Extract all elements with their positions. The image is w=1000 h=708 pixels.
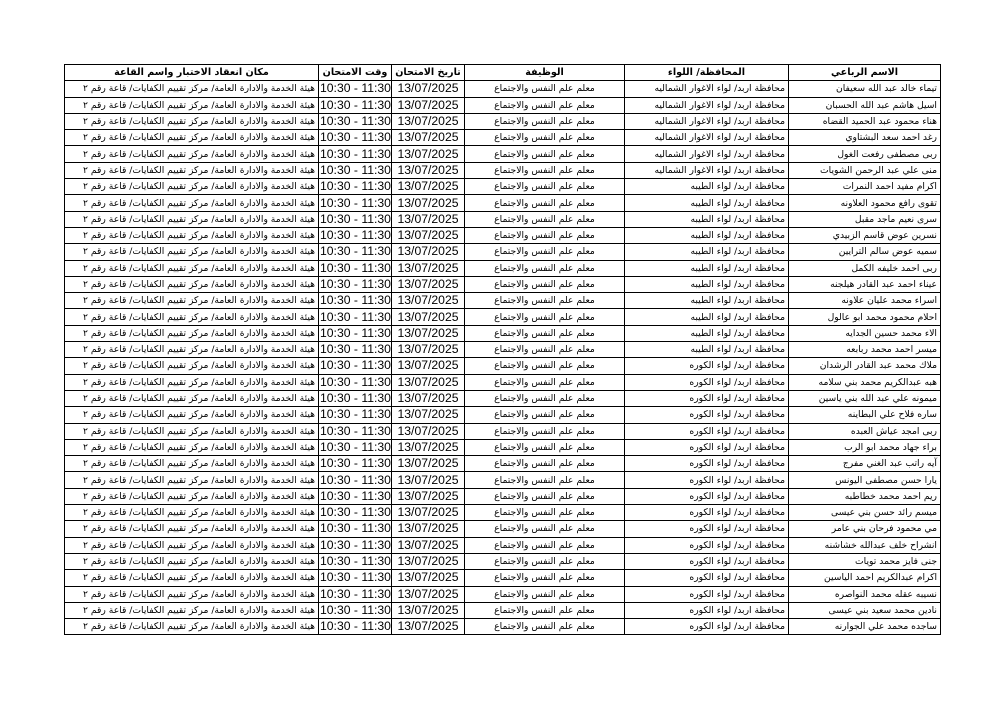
cell-name: نسيبه عقله محمد النواصره bbox=[789, 586, 941, 602]
cell-job: معلم علم النفس والاجتماع bbox=[465, 81, 625, 97]
cell-date: 13/07/2025 bbox=[392, 81, 465, 97]
cell-name: اكرام مفيد احمد النمرات bbox=[789, 179, 941, 195]
cell-place: هيئة الخدمة والادارة العامة/ مركز تقييم الكفايات/ قاعة رقم ٢ bbox=[65, 374, 319, 390]
cell-name: مي محمود فرحان بني عامر bbox=[789, 521, 941, 537]
cell-time: 10:30 - 11:30 bbox=[320, 293, 391, 308]
table-row bbox=[65, 358, 941, 374]
cell-name: سميه عوض سالم الترايين bbox=[789, 244, 941, 260]
cell-governorate: محافظة اربد/ لواء الطيبه bbox=[625, 260, 789, 276]
cell-time: 10:30 - 11:30 bbox=[320, 162, 391, 177]
cell-date: 13/07/2025 bbox=[392, 195, 465, 211]
cell-job: معلم علم النفس والاجتماع bbox=[465, 374, 625, 390]
cell-job: معلم علم النفس والاجتماع bbox=[465, 227, 625, 243]
cell-job: معلم علم النفس والاجتماع bbox=[465, 423, 625, 439]
table-row bbox=[65, 619, 941, 635]
cell-name: ساجده محمد علي الجوارنه bbox=[789, 619, 941, 635]
cell-name: نسرين عوض قاسم الزبيدي bbox=[789, 227, 941, 243]
cell-job: معلم علم النفس والاجتماع bbox=[465, 586, 625, 602]
cell-name: ربى مصطفى رفعت الغول bbox=[789, 146, 941, 162]
cell-time: 10:30 - 11:30 bbox=[320, 472, 391, 487]
cell-date: 13/07/2025 bbox=[392, 537, 465, 553]
cell-time: 10:30 - 11:30 bbox=[320, 342, 391, 357]
table-row bbox=[65, 325, 941, 341]
cell-time: 10:30 - 11:30 bbox=[320, 244, 391, 259]
cell-place: هيئة الخدمة والادارة العامة/ مركز تقييم الكفايات/ قاعة رقم ٢ bbox=[65, 97, 319, 113]
cell-job: معلم علم النفس والاجتماع bbox=[465, 342, 625, 358]
cell-place: هيئة الخدمة والادارة العامة/ مركز تقييم الكفايات/ قاعة رقم ٢ bbox=[65, 439, 319, 455]
table-row bbox=[65, 195, 941, 211]
cell-time: 10:30 - 11:30 bbox=[320, 439, 391, 454]
cell-governorate: محافظة اربد/ لواء الكوره bbox=[625, 521, 789, 537]
table-row bbox=[65, 113, 941, 129]
cell-governorate: محافظة اربد/ لواء الكوره bbox=[625, 570, 789, 586]
cell-governorate: محافظة اربد/ لواء الكوره bbox=[625, 619, 789, 635]
cell-place: هيئة الخدمة والادارة العامة/ مركز تقييم الكفايات/ قاعة رقم ٢ bbox=[65, 81, 319, 97]
cell-governorate: محافظة اربد/ لواء الاغوار الشماليه bbox=[625, 113, 789, 129]
cell-date: 13/07/2025 bbox=[392, 521, 465, 537]
cell-date: 13/07/2025 bbox=[392, 390, 465, 406]
table-row bbox=[65, 553, 941, 569]
cell-name: ملاك محمد عبد القادر الرشدان bbox=[789, 358, 941, 374]
cell-place: هيئة الخدمة والادارة العامة/ مركز تقييم الكفايات/ قاعة رقم ٢ bbox=[65, 521, 319, 537]
cell-place: هيئة الخدمة والادارة العامة/ مركز تقييم الكفايات/ قاعة رقم ٢ bbox=[65, 505, 319, 521]
cell-date: 13/07/2025 bbox=[392, 456, 465, 472]
cell-job: معلم علم النفس والاجتماع bbox=[465, 260, 625, 276]
cell-job: معلم علم النفس والاجتماع bbox=[465, 505, 625, 521]
cell-governorate: محافظة اربد/ لواء الكوره bbox=[625, 472, 789, 488]
cell-time: 10:30 - 11:30 bbox=[320, 423, 391, 438]
cell-place: هيئة الخدمة والادارة العامة/ مركز تقييم الكفايات/ قاعة رقم ٢ bbox=[65, 309, 319, 325]
cell-governorate: محافظة اربد/ لواء الكوره bbox=[625, 456, 789, 472]
table-row bbox=[65, 407, 941, 423]
header-row bbox=[65, 65, 941, 81]
cell-time: 10:30 - 11:30 bbox=[320, 309, 391, 324]
cell-name: سرى نعيم ماجد مقبل bbox=[789, 211, 941, 227]
cell-place: هيئة الخدمة والادارة العامة/ مركز تقييم الكفايات/ قاعة رقم ٢ bbox=[65, 553, 319, 569]
cell-governorate: محافظة اربد/ لواء الكوره bbox=[625, 488, 789, 504]
cell-time: 10:30 - 11:30 bbox=[320, 114, 391, 129]
cell-job: معلم علم النفس والاجتماع bbox=[465, 325, 625, 341]
cell-place: هيئة الخدمة والادارة العامة/ مركز تقييم الكفايات/ قاعة رقم ٢ bbox=[65, 260, 319, 276]
cell-job: معلم علم النفس والاجتماع bbox=[465, 619, 625, 635]
cell-job: معلم علم النفس والاجتماع bbox=[465, 472, 625, 488]
table-row bbox=[65, 423, 941, 439]
table-row bbox=[65, 244, 941, 260]
cell-job: معلم علم النفس والاجتماع bbox=[465, 293, 625, 309]
cell-date: 13/07/2025 bbox=[392, 374, 465, 390]
cell-date: 13/07/2025 bbox=[392, 113, 465, 129]
cell-governorate: محافظة اربد/ لواء الطيبه bbox=[625, 195, 789, 211]
cell-name: اكرام عبدالكريم احمد الياسين bbox=[789, 570, 941, 586]
cell-place: هيئة الخدمة والادارة العامة/ مركز تقييم الكفايات/ قاعة رقم ٢ bbox=[65, 619, 319, 635]
cell-name: انشراح خلف عبدالله خشاشنه bbox=[789, 537, 941, 553]
cell-name: ربى احمد خليفه الكمل bbox=[789, 260, 941, 276]
cell-job: معلم علم النفس والاجتماع bbox=[465, 358, 625, 374]
table-row bbox=[65, 293, 941, 309]
cell-time: 10:30 - 11:30 bbox=[320, 505, 391, 520]
cell-job: معلم علم النفس والاجتماع bbox=[465, 97, 625, 113]
table-row bbox=[65, 81, 941, 97]
table-row bbox=[65, 488, 941, 504]
cell-time: 10:30 - 11:30 bbox=[320, 570, 391, 585]
cell-place: هيئة الخدمة والادارة العامة/ مركز تقييم الكفايات/ قاعة رقم ٢ bbox=[65, 195, 319, 211]
cell-name: اسراء محمد عليان علاونه bbox=[789, 293, 941, 309]
cell-place: هيئة الخدمة والادارة العامة/ مركز تقييم الكفايات/ قاعة رقم ٢ bbox=[65, 488, 319, 504]
cell-time: 10:30 - 11:30 bbox=[320, 81, 391, 96]
cell-place: هيئة الخدمة والادارة العامة/ مركز تقييم الكفايات/ قاعة رقم ٢ bbox=[65, 325, 319, 341]
cell-date: 13/07/2025 bbox=[392, 276, 465, 292]
cell-time: 10:30 - 11:30 bbox=[320, 374, 391, 389]
cell-governorate: محافظة اربد/ لواء الكوره bbox=[625, 439, 789, 455]
cell-job: معلم علم النفس والاجتماع bbox=[465, 390, 625, 406]
cell-name: ساره فلاح علي البطاينه bbox=[789, 407, 941, 423]
cell-job: معلم علم النفس والاجتماع bbox=[465, 570, 625, 586]
cell-date: 13/07/2025 bbox=[392, 342, 465, 358]
cell-place: هيئة الخدمة والادارة العامة/ مركز تقييم الكفايات/ قاعة رقم ٢ bbox=[65, 586, 319, 602]
cell-name: نادين محمد سعيد بني عيسى bbox=[789, 602, 941, 618]
cell-job: معلم علم النفس والاجتماع bbox=[465, 521, 625, 537]
table-row bbox=[65, 505, 941, 521]
cell-date: 13/07/2025 bbox=[392, 423, 465, 439]
cell-job: معلم علم النفس والاجتماع bbox=[465, 130, 625, 146]
cell-governorate: محافظة اربد/ لواء الكوره bbox=[625, 358, 789, 374]
cell-job: معلم علم النفس والاجتماع bbox=[465, 439, 625, 455]
cell-job: معلم علم النفس والاجتماع bbox=[465, 195, 625, 211]
cell-name: ميسر احمد محمد ربابعه bbox=[789, 342, 941, 358]
cell-date: 13/07/2025 bbox=[392, 146, 465, 162]
cell-governorate: محافظة اربد/ لواء الكوره bbox=[625, 537, 789, 553]
cell-date: 13/07/2025 bbox=[392, 619, 465, 635]
cell-governorate: محافظة اربد/ لواء الكوره bbox=[625, 586, 789, 602]
cell-place: هيئة الخدمة والادارة العامة/ مركز تقييم الكفايات/ قاعة رقم ٢ bbox=[65, 407, 319, 423]
cell-job: معلم علم النفس والاجتماع bbox=[465, 244, 625, 260]
header-name: الاسم الرباعي bbox=[789, 65, 941, 81]
cell-job: معلم علم النفس والاجتماع bbox=[465, 309, 625, 325]
cell-date: 13/07/2025 bbox=[392, 570, 465, 586]
cell-time: 10:30 - 11:30 bbox=[320, 537, 391, 552]
table-row bbox=[65, 586, 941, 602]
cell-governorate: محافظة اربد/ لواء الاغوار الشماليه bbox=[625, 162, 789, 178]
cell-date: 13/07/2025 bbox=[392, 602, 465, 618]
cell-place: هيئة الخدمة والادارة العامة/ مركز تقييم الكفايات/ قاعة رقم ٢ bbox=[65, 130, 319, 146]
cell-date: 13/07/2025 bbox=[392, 227, 465, 243]
cell-place: هيئة الخدمة والادارة العامة/ مركز تقييم الكفايات/ قاعة رقم ٢ bbox=[65, 570, 319, 586]
cell-governorate: محافظة اربد/ لواء الكوره bbox=[625, 390, 789, 406]
cell-date: 13/07/2025 bbox=[392, 130, 465, 146]
cell-time: 10:30 - 11:30 bbox=[320, 456, 391, 471]
table-row bbox=[65, 179, 941, 195]
table-row bbox=[65, 227, 941, 243]
cell-governorate: محافظة اربد/ لواء الطيبه bbox=[625, 293, 789, 309]
table-row bbox=[65, 130, 941, 146]
cell-name: ريم احمد محمد خطاطبه bbox=[789, 488, 941, 504]
cell-time: 10:30 - 11:30 bbox=[320, 260, 391, 275]
table-row bbox=[65, 146, 941, 162]
cell-date: 13/07/2025 bbox=[392, 553, 465, 569]
cell-date: 13/07/2025 bbox=[392, 439, 465, 455]
table-row bbox=[65, 472, 941, 488]
cell-governorate: محافظة اربد/ لواء الطيبه bbox=[625, 211, 789, 227]
cell-job: معلم علم النفس والاجتماع bbox=[465, 537, 625, 553]
cell-name: جنى فايز محمد تويات bbox=[789, 553, 941, 569]
cell-governorate: محافظة اربد/ لواء الاغوار الشماليه bbox=[625, 81, 789, 97]
cell-name: هناء محمود عبد الحميد القضاه bbox=[789, 113, 941, 129]
cell-date: 13/07/2025 bbox=[392, 325, 465, 341]
table-row bbox=[65, 374, 941, 390]
table-row bbox=[65, 570, 941, 586]
cell-time: 10:30 - 11:30 bbox=[320, 488, 391, 503]
cell-time: 10:30 - 11:30 bbox=[320, 179, 391, 194]
header-job: الوظيفة bbox=[465, 65, 625, 81]
cell-time: 10:30 - 11:30 bbox=[320, 358, 391, 373]
cell-place: هيئة الخدمة والادارة العامة/ مركز تقييم الكفايات/ قاعة رقم ٢ bbox=[65, 179, 319, 195]
cell-governorate: محافظة اربد/ لواء الكوره bbox=[625, 553, 789, 569]
exam-schedule-sheet bbox=[64, 64, 940, 635]
cell-time: 10:30 - 11:30 bbox=[320, 97, 391, 112]
cell-time: 10:30 - 11:30 bbox=[320, 391, 391, 406]
cell-name: هبه عبدالكريم محمد بني سلامه bbox=[789, 374, 941, 390]
exam-schedule-table bbox=[64, 64, 941, 635]
cell-time: 10:30 - 11:30 bbox=[320, 130, 391, 145]
cell-job: معلم علم النفس والاجتماع bbox=[465, 179, 625, 195]
table-row bbox=[65, 602, 941, 618]
cell-place: هيئة الخدمة والادارة العامة/ مركز تقييم الكفايات/ قاعة رقم ٢ bbox=[65, 146, 319, 162]
cell-place: هيئة الخدمة والادارة العامة/ مركز تقييم الكفايات/ قاعة رقم ٢ bbox=[65, 293, 319, 309]
cell-name: احلام محمود محمد ابو عالول bbox=[789, 309, 941, 325]
header-place: مكان انعقاد الاختبار واسم القاعة bbox=[65, 65, 319, 81]
cell-place: هيئة الخدمة والادارة العامة/ مركز تقييم الكفايات/ قاعة رقم ٢ bbox=[65, 472, 319, 488]
cell-place: هيئة الخدمة والادارة العامة/ مركز تقييم الكفايات/ قاعة رقم ٢ bbox=[65, 113, 319, 129]
cell-job: معلم علم النفس والاجتماع bbox=[465, 113, 625, 129]
cell-date: 13/07/2025 bbox=[392, 488, 465, 504]
cell-name: ميسم رائد حسن بني عيسى bbox=[789, 505, 941, 521]
cell-governorate: محافظة اربد/ لواء الاغوار الشماليه bbox=[625, 130, 789, 146]
header-date: تاريخ الامتحان bbox=[392, 65, 465, 81]
cell-job: معلم علم النفس والاجتماع bbox=[465, 211, 625, 227]
cell-governorate: محافظة اربد/ لواء الكوره bbox=[625, 505, 789, 521]
table-body bbox=[65, 81, 941, 635]
cell-time: 10:30 - 11:30 bbox=[320, 277, 391, 291]
cell-name: اسيل هاشم عبد الله الحسبان bbox=[789, 97, 941, 113]
cell-name: تقوى رافع محمود العلاونه bbox=[789, 195, 941, 211]
table-row bbox=[65, 211, 941, 227]
cell-place: هيئة الخدمة والادارة العامة/ مركز تقييم الكفايات/ قاعة رقم ٢ bbox=[65, 423, 319, 439]
cell-governorate: محافظة اربد/ لواء الطيبه bbox=[625, 227, 789, 243]
cell-governorate: محافظة اربد/ لواء الطيبه bbox=[625, 342, 789, 358]
cell-name: ميمونه علي عبد الله بني ياسين bbox=[789, 390, 941, 406]
cell-job: معلم علم النفس والاجتماع bbox=[465, 602, 625, 618]
cell-time: 10:30 - 11:30 bbox=[320, 602, 391, 617]
cell-time: 10:30 - 11:30 bbox=[320, 228, 391, 243]
cell-governorate: محافظة اربد/ لواء الكوره bbox=[625, 374, 789, 390]
cell-place: هيئة الخدمة والادارة العامة/ مركز تقييم الكفايات/ قاعة رقم ٢ bbox=[65, 537, 319, 553]
cell-time: 10:30 - 11:30 bbox=[320, 521, 391, 536]
cell-governorate: محافظة اربد/ لواء الطيبه bbox=[625, 276, 789, 292]
table-row bbox=[65, 97, 941, 113]
cell-time: 10:30 - 11:30 bbox=[320, 195, 391, 210]
cell-date: 13/07/2025 bbox=[392, 260, 465, 276]
cell-name: ربى امجد عياش العبده bbox=[789, 423, 941, 439]
cell-place: هيئة الخدمة والادارة العامة/ مركز تقييم الكفايات/ قاعة رقم ٢ bbox=[65, 358, 319, 374]
cell-date: 13/07/2025 bbox=[392, 97, 465, 113]
cell-name: براء جهاد محمد ابو الرب bbox=[789, 439, 941, 455]
cell-date: 13/07/2025 bbox=[392, 211, 465, 227]
cell-time: 10:30 - 11:30 bbox=[320, 407, 391, 422]
cell-name: منى علي عبد الرحمن الشويات bbox=[789, 162, 941, 178]
cell-job: معلم علم النفس والاجتماع bbox=[465, 456, 625, 472]
cell-time: 10:30 - 11:30 bbox=[320, 619, 391, 634]
cell-governorate: محافظة اربد/ لواء الاغوار الشماليه bbox=[625, 97, 789, 113]
cell-governorate: محافظة اربد/ لواء الكوره bbox=[625, 602, 789, 618]
cell-governorate: محافظة اربد/ لواء الكوره bbox=[625, 423, 789, 439]
table-row bbox=[65, 309, 941, 325]
cell-place: هيئة الخدمة والادارة العامة/ مركز تقييم الكفايات/ قاعة رقم ٢ bbox=[65, 602, 319, 618]
cell-job: معلم علم النفس والاجتماع bbox=[465, 146, 625, 162]
cell-name: تيماء خالد عبد الله سعيفان bbox=[789, 81, 941, 97]
cell-date: 13/07/2025 bbox=[392, 358, 465, 374]
table-row bbox=[65, 162, 941, 178]
cell-governorate: محافظة اربد/ لواء الكوره bbox=[625, 407, 789, 423]
cell-date: 13/07/2025 bbox=[392, 244, 465, 260]
cell-date: 13/07/2025 bbox=[392, 293, 465, 309]
header-governorate: المحافظة/ اللواء bbox=[625, 65, 789, 81]
cell-time: 10:30 - 11:30 bbox=[320, 554, 391, 569]
cell-place: هيئة الخدمة والادارة العامة/ مركز تقييم الكفايات/ قاعة رقم ٢ bbox=[65, 456, 319, 472]
cell-governorate: محافظة اربد/ لواء الطيبه bbox=[625, 325, 789, 341]
cell-name: عيناء احمد عبد القادر هيلجنه bbox=[789, 276, 941, 292]
cell-governorate: محافظة اربد/ لواء الطيبه bbox=[625, 309, 789, 325]
header-time: وقت الامتحان bbox=[319, 65, 392, 81]
cell-place: هيئة الخدمة والادارة العامة/ مركز تقييم الكفايات/ قاعة رقم ٢ bbox=[65, 227, 319, 243]
cell-governorate: محافظة اربد/ لواء الطيبه bbox=[625, 244, 789, 260]
cell-name: الاء محمد حسين الجدايه bbox=[789, 325, 941, 341]
cell-date: 13/07/2025 bbox=[392, 586, 465, 602]
cell-place: هيئة الخدمة والادارة العامة/ مركز تقييم الكفايات/ قاعة رقم ٢ bbox=[65, 342, 319, 358]
table-row bbox=[65, 439, 941, 455]
cell-job: معلم علم النفس والاجتماع bbox=[465, 553, 625, 569]
table-row bbox=[65, 260, 941, 276]
cell-job: معلم علم النفس والاجتماع bbox=[465, 407, 625, 423]
cell-date: 13/07/2025 bbox=[392, 179, 465, 195]
cell-place: هيئة الخدمة والادارة العامة/ مركز تقييم الكفايات/ قاعة رقم ٢ bbox=[65, 276, 319, 292]
cell-date: 13/07/2025 bbox=[392, 407, 465, 423]
cell-governorate: محافظة اربد/ لواء الاغوار الشماليه bbox=[625, 146, 789, 162]
table-row bbox=[65, 342, 941, 358]
cell-name: رغد احمد سعد البشتاوي bbox=[789, 130, 941, 146]
cell-time: 10:30 - 11:30 bbox=[320, 211, 391, 226]
cell-place: هيئة الخدمة والادارة العامة/ مركز تقييم الكفايات/ قاعة رقم ٢ bbox=[65, 244, 319, 260]
table-row bbox=[65, 456, 941, 472]
cell-place: هيئة الخدمة والادارة العامة/ مركز تقييم الكفايات/ قاعة رقم ٢ bbox=[65, 162, 319, 178]
cell-time: 10:30 - 11:30 bbox=[320, 146, 391, 161]
cell-job: معلم علم النفس والاجتماع bbox=[465, 162, 625, 178]
cell-job: معلم علم النفس والاجتماع bbox=[465, 276, 625, 292]
cell-date: 13/07/2025 bbox=[392, 162, 465, 178]
cell-time: 10:30 - 11:30 bbox=[320, 586, 391, 601]
cell-date: 13/07/2025 bbox=[392, 505, 465, 521]
cell-governorate: محافظة اربد/ لواء الطيبه bbox=[625, 179, 789, 195]
cell-date: 13/07/2025 bbox=[392, 309, 465, 325]
cell-job: معلم علم النفس والاجتماع bbox=[465, 488, 625, 504]
cell-date: 13/07/2025 bbox=[392, 472, 465, 488]
table-row bbox=[65, 390, 941, 406]
cell-name: آيه راتب عبد الغني مفرج bbox=[789, 456, 941, 472]
table-row bbox=[65, 276, 941, 292]
cell-name: يارا حسن مصطفى اليونس bbox=[789, 472, 941, 488]
table-row bbox=[65, 537, 941, 553]
cell-place: هيئة الخدمة والادارة العامة/ مركز تقييم الكفايات/ قاعة رقم ٢ bbox=[65, 390, 319, 406]
cell-place: هيئة الخدمة والادارة العامة/ مركز تقييم الكفايات/ قاعة رقم ٢ bbox=[65, 211, 319, 227]
table-row bbox=[65, 521, 941, 537]
cell-time: 10:30 - 11:30 bbox=[320, 325, 391, 340]
